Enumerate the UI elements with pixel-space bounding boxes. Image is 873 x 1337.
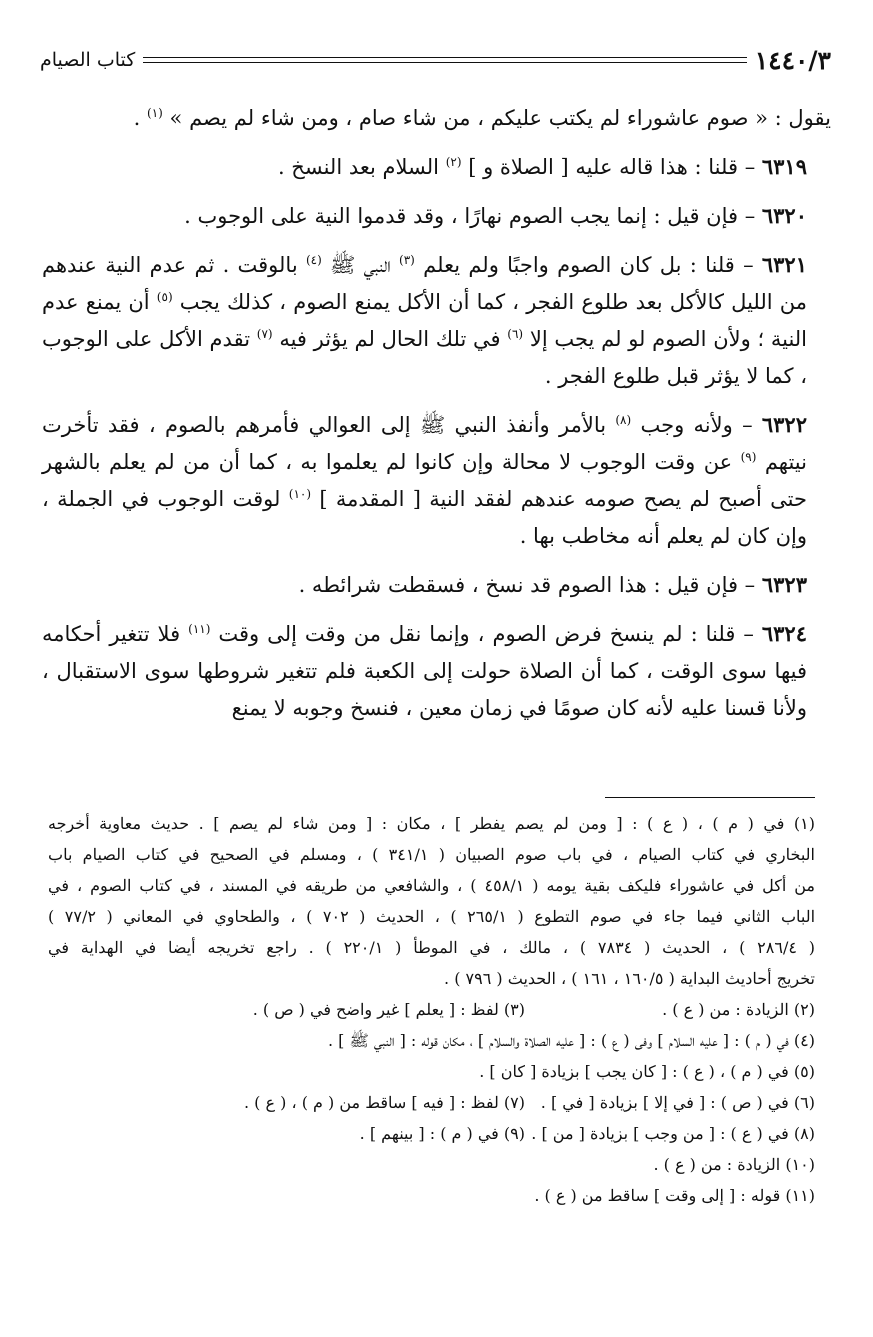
- page-number: ١٤٤٠/٣: [754, 45, 831, 75]
- footnote-ref[interactable]: (٧): [256, 327, 273, 342]
- footnote-10: (١٠) الزيادة : من ( ع ) .: [653, 1155, 815, 1174]
- running-title: كتاب الصيام: [40, 49, 136, 71]
- paragraph-number: ٦٣١٩: [761, 154, 807, 179]
- footnote-5: (٥) في ( م ) ، ( ع ) : [ كان يجب ] بزيادة [ كان ] .: [479, 1062, 815, 1081]
- footnote-9: (٩) في ( م ) : [ بينهم ] .: [359, 1124, 525, 1143]
- footnote-row: [48, 1087, 815, 1118]
- paragraph-6323: ٦٣٢٣ – فإن قيل : هذا الصوم قد نسخ ، فسقطت شرائطه .: [298, 572, 807, 597]
- footnote-ref[interactable]: (٩): [740, 450, 757, 465]
- footnote-7: (٧) لفظ : [ فيه ] ساقط من ( م ) ، ( ع ) .: [244, 1093, 525, 1112]
- footnote-ref[interactable]: (٢): [445, 155, 462, 170]
- footnote-1-line: البخاري في كتاب الصيام ، في باب صوم الصبيان ( ٣٤١/١ ) ، ومسلم في الصحيح في كتاب الصيام باب: [48, 845, 815, 864]
- footnote-3: (٣) لفظ : [ يعلم ] غير واضح في ( ص ) .: [252, 1000, 525, 1019]
- footnote-ref[interactable]: (٣): [399, 253, 415, 268]
- paragraph-number: ٦٣٢٣: [761, 572, 807, 597]
- footnote-row: [48, 1118, 815, 1149]
- footnote-1-line: تخريج أحاديث البداية ( ١٦٠/٥ ، ١٦١ ) ، الحديث ( ٧٩٦ ) .: [444, 969, 815, 988]
- paragraph-number: ٦٣٢٠: [761, 203, 807, 228]
- footnote-ref[interactable]: (٥): [156, 290, 173, 305]
- footnote-ref[interactable]: (٤): [305, 253, 322, 268]
- footnote-ref[interactable]: (١١): [188, 622, 211, 637]
- header-double-rule: [143, 57, 746, 63]
- main-text: [42, 100, 831, 738]
- footnote-row: [48, 994, 815, 1025]
- footnote-8: (٨) في ( ع ) : [ من وجب ] بزيادة [ من ] .: [531, 1124, 815, 1143]
- paragraph-continuation: يقول : « صوم عاشوراء لم يكتب عليكم ، من شاء صام ، ومن شاء لم يصم » $^{(١)}$ .: [133, 106, 831, 130]
- paragraph-6320: ٦٣٢٠ – فإن قيل : إنما يجب الصوم نهارًا ، وقد قدموا النية على الوجوب .: [184, 203, 807, 228]
- footnotes: [48, 808, 815, 1211]
- footnote-1-line: (١) في ( م ) ، ( ع ) : [ ومن لم يصم يفطر ] ، مكان : [ ومن شاء لم يصم ] . حديث معاوية أخرجه: [48, 814, 815, 833]
- paragraph-6324: ٦٣٢٤ – قلنا : لم ينسخ فرض الصوم ، وإنما نقل من وقت إلى وقت $^{(١١)}$ فلا تتغير أحكامه فيها سوى الوقت ، كما أن الصلاة حولت إلى الكعبة فلم تتغير شروطها سوى الاستقبال ، ولأنا قسنا عليه لأنه كان صومًا في زمان معين ، فنسخ وجوبه لا يمنع: [42, 621, 807, 720]
- footnote-11: (١١) قوله : [ إلى وقت ] ساقط من ( ع ) .: [534, 1186, 815, 1205]
- footnote-ref[interactable]: (١٠): [288, 487, 312, 502]
- paragraph-6322: ٦٣٢٢ – ولأنه وجب $^{(٨)}$ بالأمر وأنفذ النبي ﷺ إلى العوالي فأمرهم بالصوم ، فقد تأخرت نيتهم $^{(٩)}$ عن وقت الوجوب لا محالة وإن كانوا لم يعلموا به ، كما أن من لم يعلم بالشهر حتى أصبح لم يصح صومه عندهم لفقد النية [ المقدمة ] $^{(١٠)}$ لوقت الوجوب في الجملة ، وإن كان لم يعلم أنه مخاطب بها .: [42, 412, 807, 548]
- page-header: [40, 40, 831, 80]
- footnote-6: (٦) في ( ص ) : [ في إلا ] بزيادة [ في ] .: [540, 1093, 815, 1112]
- footnote-4: (٤) في ( م ) : [ عليه السلام ] وفى ( ع ) : [ عليه الصلاة والسلام ] ، مكان قوله : [ النبي ﷺ ] .: [327, 1031, 815, 1050]
- footnote-1-line: من أكل في عاشوراء فليكف بقية يومه ( ٤٥٨/١ ) ، والشافعي من طريقه في المسند ، في كتاب الصوم ، في: [48, 876, 815, 895]
- footnote-2: (٢) الزيادة : من ( ع ) .: [662, 1000, 815, 1019]
- paragraph-number: ٦٣٢٤: [761, 621, 807, 646]
- paragraph-number: ٦٣٢٢: [761, 412, 807, 437]
- footnote-1-line: ( ٢٨٦/٤ ) ، الحديث ( ٧٨٣٤ ) ، مالك ، في الموطأ ( ٢٢٠/١ ) . راجع تخريجه أيضا في الهداية في: [48, 938, 815, 957]
- footnote-ref[interactable]: (٦): [507, 327, 524, 342]
- paragraph-6319: ٦٣١٩ – قلنا : هذا قاله عليه [ الصلاة و ] $^{(٢)}$ السلام بعد النسخ .: [277, 154, 807, 179]
- footnote-separator: [605, 797, 815, 798]
- footnote-ref[interactable]: (١): [147, 106, 163, 121]
- paragraph-6321: ٦٣٢١ – قلنا : بل كان الصوم واجبًا ولم يعلم $^{(٣)}$ النبي ﷺ $^{(٤)}$ بالوقت . ثم عدم النية عندهم من الليل كالأكل بعد طلوع الفجر ، كما أن الأكل يمنع الصوم ، كذلك يجب $^{(٥)}$ أن يمنع عدم النية ؛ ولأن الصوم لو لم يجب إلا $^{(٦)}$ في تلك الحال لم يؤثر فيه $^{(٧)}$ تقدم الأكل على الوجوب ، كما لا يؤثر قبل طلوع الفجر .: [42, 252, 808, 388]
- footnote-ref[interactable]: (٨): [615, 413, 632, 428]
- footnote-1-line: الباب الثاني فيما جاء في صوم التطوع ( ٢٦٥/١ ) ، الحديث ( ٧٠٢ ) ، والطحاوي في المعاني ( ٧٧/٢ ): [48, 907, 815, 926]
- paragraph-number: ٦٣٢١: [761, 252, 807, 277]
